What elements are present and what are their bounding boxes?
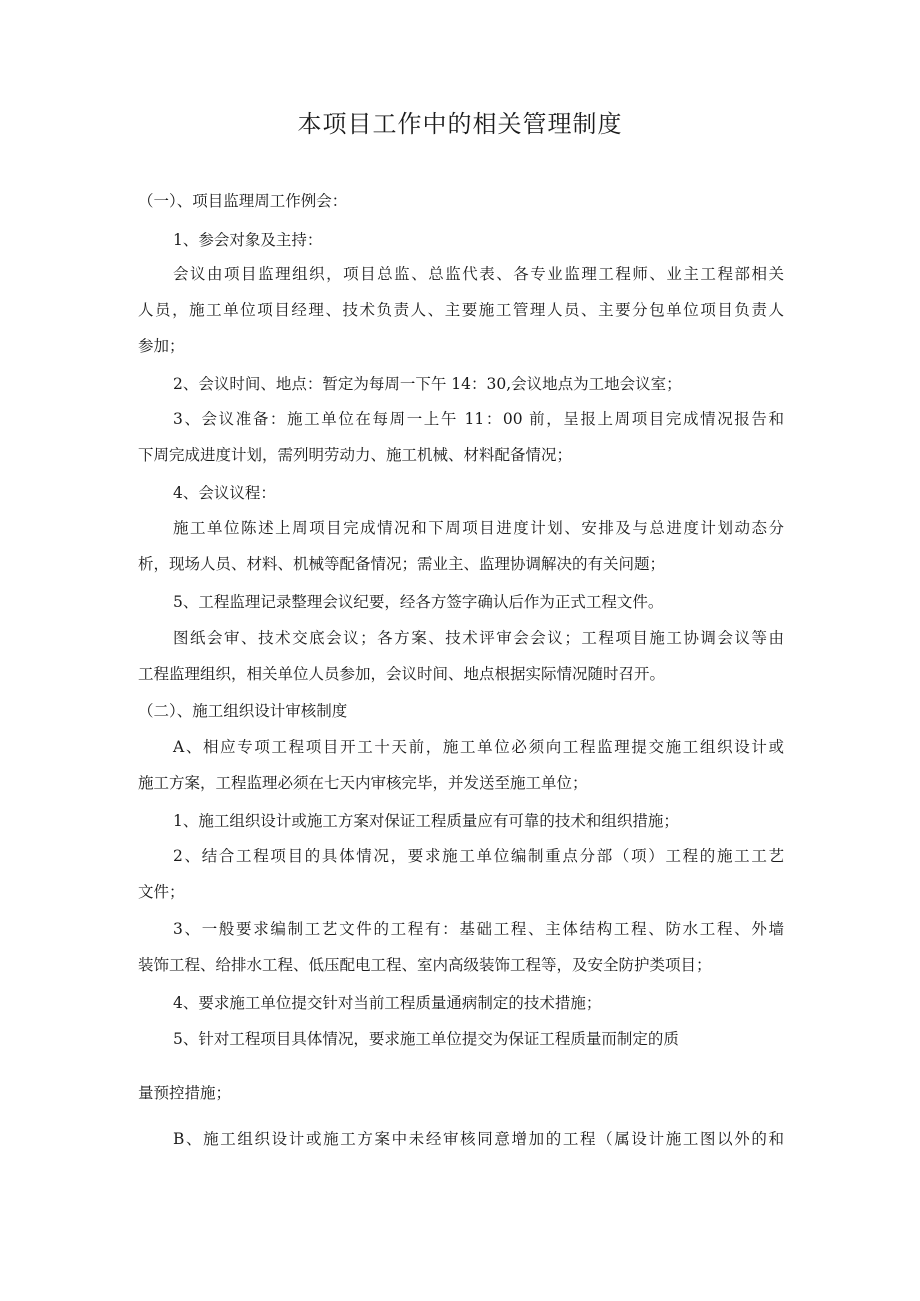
paragraph-line: 施工方案，工程监理必须在七天内审核完毕，并发送至施工单位； xyxy=(138,774,588,792)
paragraph-line: 析，现场人员、材料、机械等配备情况；需业主、监理协调解决的有关问题； xyxy=(138,555,666,573)
item-line: 3、一般要求编制工艺文件的工程有：基础工程、主体结构工程、防水工程、外墙 xyxy=(173,920,784,938)
item-line: 1、施工组织设计或施工方案对保证工程质量应有可靠的技术和组织措施； xyxy=(173,812,679,830)
paragraph-line: 人员，施工单位项目经理、技术负责人、主要施工管理人员、主要分包单位项目负责人 xyxy=(138,301,784,319)
document-title: 本项目工作中的相关管理制度 xyxy=(297,110,623,138)
item-heading: 5、工程监理记录整理会议纪要，经各方签字确认后作为正式工程文件。 xyxy=(173,593,664,611)
item-line: 5、针对工程项目具体情况，要求施工单位提交为保证工程质量而制定的质 xyxy=(173,1030,679,1048)
section-heading-1: （一）、项目监理周工作例会： xyxy=(138,192,348,210)
paragraph-line: 参加； xyxy=(138,337,185,355)
item-line: 2、结合工程项目的具体情况，要求施工单位编制重点分部（项）工程的施工工艺 xyxy=(173,847,784,865)
item-heading: 2、会议时间、地点：暂定为每周一下午 14：30,会议地点为工地会议室； xyxy=(173,375,682,393)
item-heading: 1、参会对象及主持： xyxy=(173,231,323,249)
paragraph-line: 会议由项目监理组织，项目总监、总监代表、各专业监理工程师、业主工程部相关 xyxy=(173,265,784,283)
paragraph-line: 3、会议准备：施工单位在每周一上午 11：00 前，呈报上周项目完成情况报告和 xyxy=(173,410,784,428)
paragraph-line: 工程监理组织，相关单位人员参加，会议时间、地点根据实际情况随时召开。 xyxy=(138,665,666,683)
paragraph-line: 量预控措施； xyxy=(138,1084,232,1102)
paragraph-line: 图纸会审、技术交底会议；各方案、技术评审会会议；工程项目施工协调会议等由 xyxy=(173,629,784,647)
item-line: B、施工组织设计或施工方案中未经审核同意增加的工程（属设计施工图以外的和 xyxy=(173,1130,784,1148)
paragraph-line: A、相应专项工程项目开工十天前，施工单位必须向工程监理提交施工组织设计或 xyxy=(173,738,784,756)
paragraph-line: 下周完成进度计划，需列明劳动力、施工机械、材料配备情况； xyxy=(138,446,573,464)
item-line: 4、要求施工单位提交针对当前工程质量通病制定的技术措施； xyxy=(173,994,602,1012)
paragraph-line: 文件； xyxy=(138,883,185,901)
paragraph-line: 装饰工程、给排水工程、低压配电工程、室内高级装饰工程等，及安全防护类项目； xyxy=(138,956,712,974)
paragraph-line: 施工单位陈述上周项目完成情况和下周项目进度计划、安排及与总进度计划动态分 xyxy=(173,519,784,537)
section-heading-2: （二）、施工组织设计审核制度 xyxy=(138,702,348,720)
item-heading: 4、会议议程： xyxy=(173,484,276,502)
